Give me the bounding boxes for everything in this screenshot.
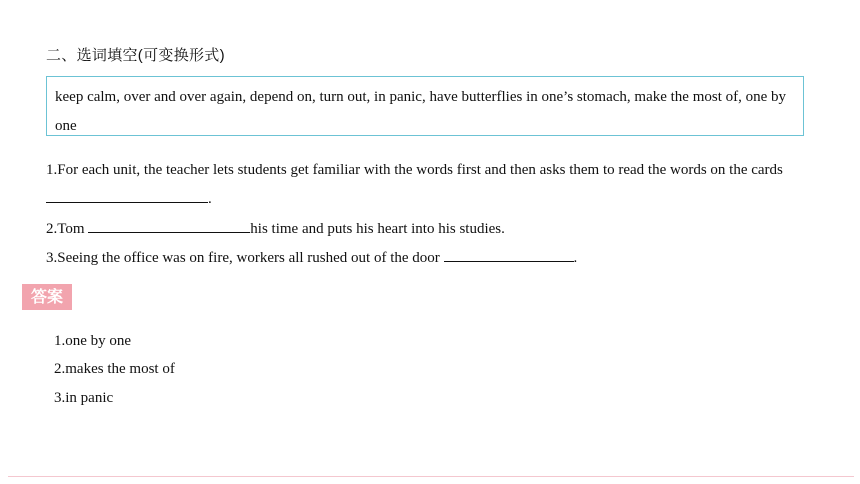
question-2-end: his time and puts his heart into his studies. (250, 221, 505, 237)
footer-divider (8, 476, 854, 477)
answer-1: 1.one by one (54, 333, 132, 349)
answer-3: 3.in panic (54, 390, 114, 406)
answer-label: 答案 (22, 284, 72, 310)
question-1 (46, 156, 806, 214)
question-3-text: 3.Seeing the office was on fire, workers all rushed out of the door (46, 250, 444, 266)
question-1-text: 1.For each unit, the teacher lets students get familiar with the words first and then asks them to read the words on the cards (46, 162, 783, 178)
question-2 (46, 215, 806, 244)
question-3-end: . (573, 250, 578, 266)
word-bank-box (46, 76, 804, 136)
section-heading: 二、选词填空(可变换形式) (46, 47, 225, 64)
question-3 (46, 244, 806, 273)
question-2-text: 2.Tom (46, 221, 89, 237)
question-2-blank[interactable] (88, 217, 250, 233)
word-bank-text: keep calm, over and over again, depend on, turn out, in panic, have butterflies in one’s stomach, make the most of, one by one (55, 89, 787, 134)
question-1-end: . (208, 191, 212, 207)
question-3-blank[interactable] (444, 246, 574, 262)
answer-2: 2.makes the most of (54, 361, 175, 377)
question-1-blank[interactable] (46, 187, 208, 203)
